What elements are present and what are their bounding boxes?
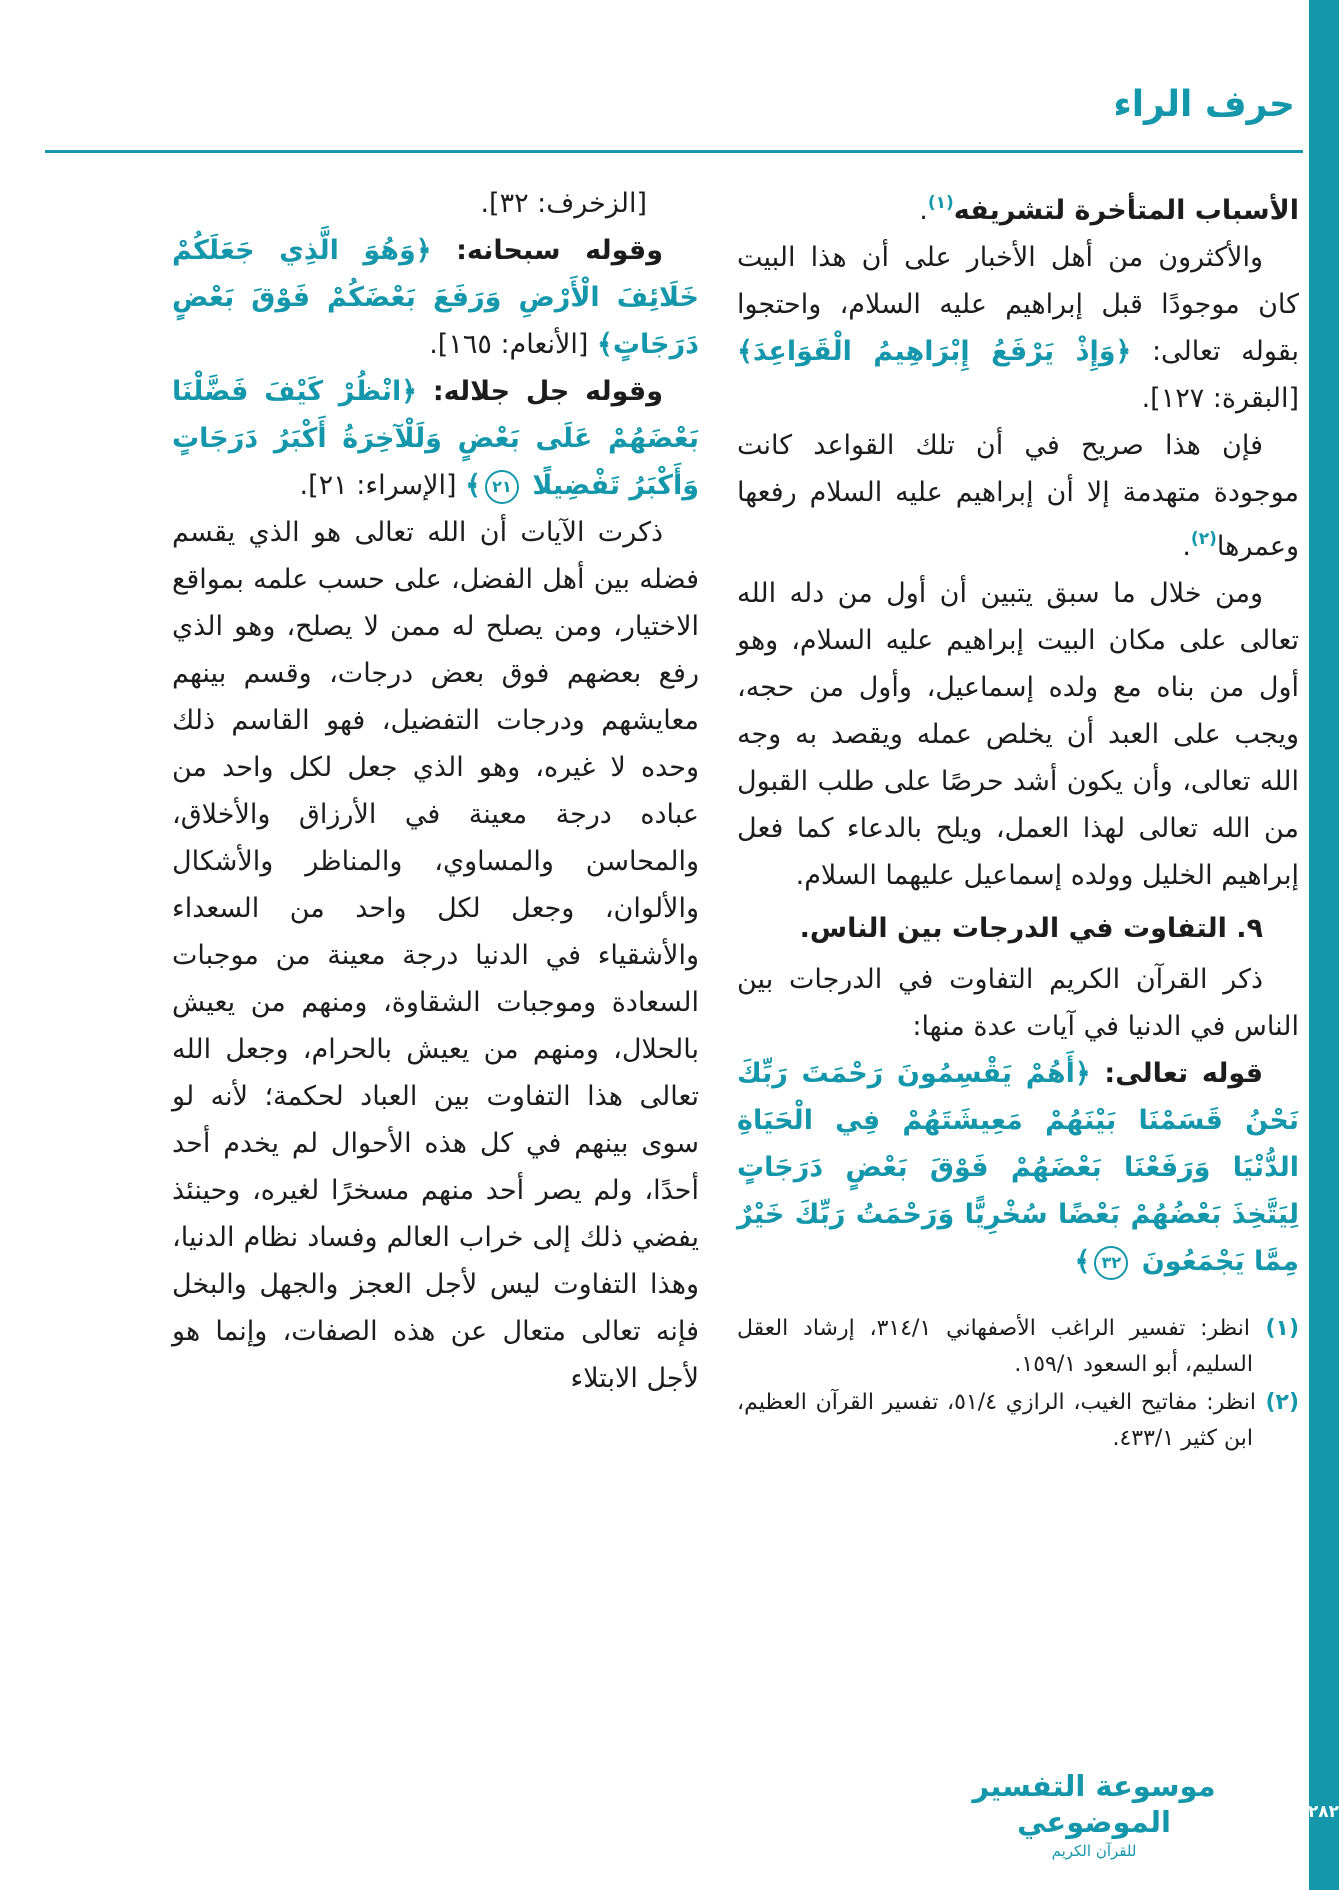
text-segment: ومن خلال ما سبق يتبين أن أول من دله الله تعالى على مكان البيت إبراهيم عليه السلام، وهو أول من بناه مع ولده إسماعيل، وأول من حجه، ويجب على العبد أن يخلص عمله ويقصد به وجه الله تعالى، وأن يكون أشد حرصًا على طلب القبول من الله تعالى لهذا العمل، ويلح بالدعاء كما فعل إبراهيم الخليل وولده إسماعيل عليهما السلام. (737, 578, 1299, 891)
footnote-ref: (٢) (1190, 529, 1217, 549)
text-segment: ذكر القرآن الكريم التفاوت في الدرجات بين الناس في الدنيا في آيات عدة منها: (737, 964, 1299, 1042)
quran-verse-text: ﴾ (465, 470, 481, 501)
footnote-text: انظر: تفسير الراغب الأصفهاني ٣١٤/١، إرشاد العقل السليم، أبو السعود ١٥٩/١. (737, 1316, 1253, 1377)
quran-verse-text: ﴿انْظُرْ كَيْفَ فَضَّلْنَا بَعْضَهُمْ عَلَى بَعْضٍ وَلَلْآخِرَةُ أَكْبَرُ دَرَجَاتٍ وَأَكْبَرُ تَفْضِيلًا (172, 376, 699, 501)
text-segment: [البقرة: ١٢٧]. (1141, 383, 1299, 414)
text-segment: فإن هذا صريح في أن تلك القواعد كانت موجودة متهدمة إلا أن إبراهيم عليه السلام رفعها وعمرها (737, 430, 1299, 562)
text-segment: [الأنعام: ١٦٥]. (429, 329, 598, 360)
ayah-number: ٢١ (485, 470, 519, 504)
text-segment: . (919, 195, 928, 226)
footnote (737, 1385, 1299, 1457)
paragraph (737, 956, 1299, 1050)
publisher-logo-subtitle: للقرآن الكريم (1051, 1842, 1137, 1860)
page-content (172, 180, 1299, 1459)
footnote-text: انظر: مفاتيح الغيب، الرازي ٥١/٤، تفسير القرآن العظيم، ابن كثير ٤٣٣/١. (737, 1390, 1257, 1451)
footnotes (737, 1311, 1299, 1457)
publisher-logo-title: موسوعة التفسير الموضوعي (972, 1769, 1216, 1839)
paragraph (172, 509, 699, 1402)
quran-verse-text: ﴾ (1074, 1246, 1091, 1277)
verse-paragraph (172, 368, 699, 509)
chapter-header: حرف الراء (1113, 84, 1295, 125)
quran-verse-text: ﴿وَإِذْ يَرْفَعُ إِبْرَاهِيمُ الْقَوَاعِدَ﴾ (737, 336, 1132, 367)
footnote-marker: (١) (1249, 1316, 1299, 1341)
paragraph (737, 422, 1299, 570)
paragraph (737, 180, 1299, 234)
verse-paragraph (737, 1050, 1299, 1285)
section-heading (737, 905, 1299, 952)
footnote (737, 1311, 1299, 1383)
paragraph (737, 234, 1299, 422)
verse-paragraph (172, 227, 699, 368)
text-segment-bold: الأسباب المتأخرة لتشريفه (953, 195, 1299, 226)
text-segment: والأكثرون من أهل الأخبار على أن هذا البيت كان موجودًا قبل إبراهيم عليه السلام، واحتجوا بقوله تعالى: (737, 242, 1299, 367)
header-divider (45, 150, 1303, 153)
text-segment: . (1182, 531, 1191, 562)
column-left (172, 180, 699, 1402)
page-edge-stripe (1309, 0, 1339, 1890)
ayah-number: ٣٢ (1094, 1246, 1128, 1280)
text-segment: [الزخرف: ٣٢]. (480, 188, 647, 219)
text-segment: [الإسراء: ٢١]. (299, 470, 466, 501)
text-segment: ذكرت الآيات أن الله تعالى هو الذي يقسم فضله بين أهل الفضل، على حسب علمه بمواقع الاختيار، ومن يصلح له ممن لا يصلح، وهو الذي رفع بعضهم فوق بعض درجات، وقسم بينهم معايشهم ودرجات التفضيل، فهو القاسم ذلك وحده لا غيره، وهو الذي جعل لكل واحد من عباده درجة معينة في الأرزاق والأخلاق، والمحاسن والمساوي، والمناظر والأشكال والألوان، وجعل لكل واحد من السعداء والأشقياء في الدنيا درجة معينة من موجبات السعادة وموجبات الشقاوة، ومنهم من يعيش بالحلال، ومنهم من يعيش بالحرام، وجعل الله تعالى هذا التفاوت بين العباد لحكمة؛ لأنه لو سوى بينهم في كل هذه الأحوال لم يخدم أحد أحدًا، ولم يصر أحد منهم مسخرًا لغيره، وحينئذ يفضي ذلك إلى خراب العالم وفساد نظام الدنيا، وهذا التفاوت ليس لأجل العجز والجهل والبخل فإنه تعالى متعال عن هذه الصفات، وإنما هو لأجل الابتلاء (172, 517, 699, 1394)
quran-verse-text: ﴿أَهُمْ يَقْسِمُونَ رَحْمَتَ رَبِّكَ نَحْنُ قَسَمْنَا بَيْنَهُمْ مَعِيشَتَهُمْ فِي الْحَيَاةِ الدُّنْيَا وَرَفَعْنَا بَعْضَهُمْ فَوْقَ بَعْضٍ دَرَجَاتٍ لِيَتَّخِذَ بَعْضُهُمْ بَعْضًا سُخْرِيًّا وَرَحْمَتُ رَبِّكَ خَيْرٌ مِمَّا يَجْمَعُونَ (737, 1058, 1299, 1277)
text-segment-bold: قوله تعالى: (1090, 1058, 1264, 1089)
text-segment-bold: وقوله سبحانه: (431, 235, 663, 266)
footnote-marker: (٢) (1256, 1390, 1299, 1415)
publisher-logo (949, 1768, 1239, 1862)
footnote-ref: (١) (927, 193, 954, 213)
paragraph (737, 570, 1299, 899)
text-segment: ٩. التفاوت في الدرجات بين الناس. (799, 913, 1263, 944)
text-segment-bold: وقوله جل جلاله: (417, 376, 664, 407)
column-right (737, 180, 1299, 1459)
verse-reference (172, 180, 699, 227)
quran-verse-text: ﴿وَهُوَ الَّذِي جَعَلَكُمْ خَلَائِفَ الْأَرْضِ وَرَفَعَ بَعْضَكُمْ فَوْقَ بَعْضٍ دَرَجَاتٍ﴾ (172, 235, 699, 360)
page-number: ٢٨٢ (1307, 1802, 1339, 1822)
